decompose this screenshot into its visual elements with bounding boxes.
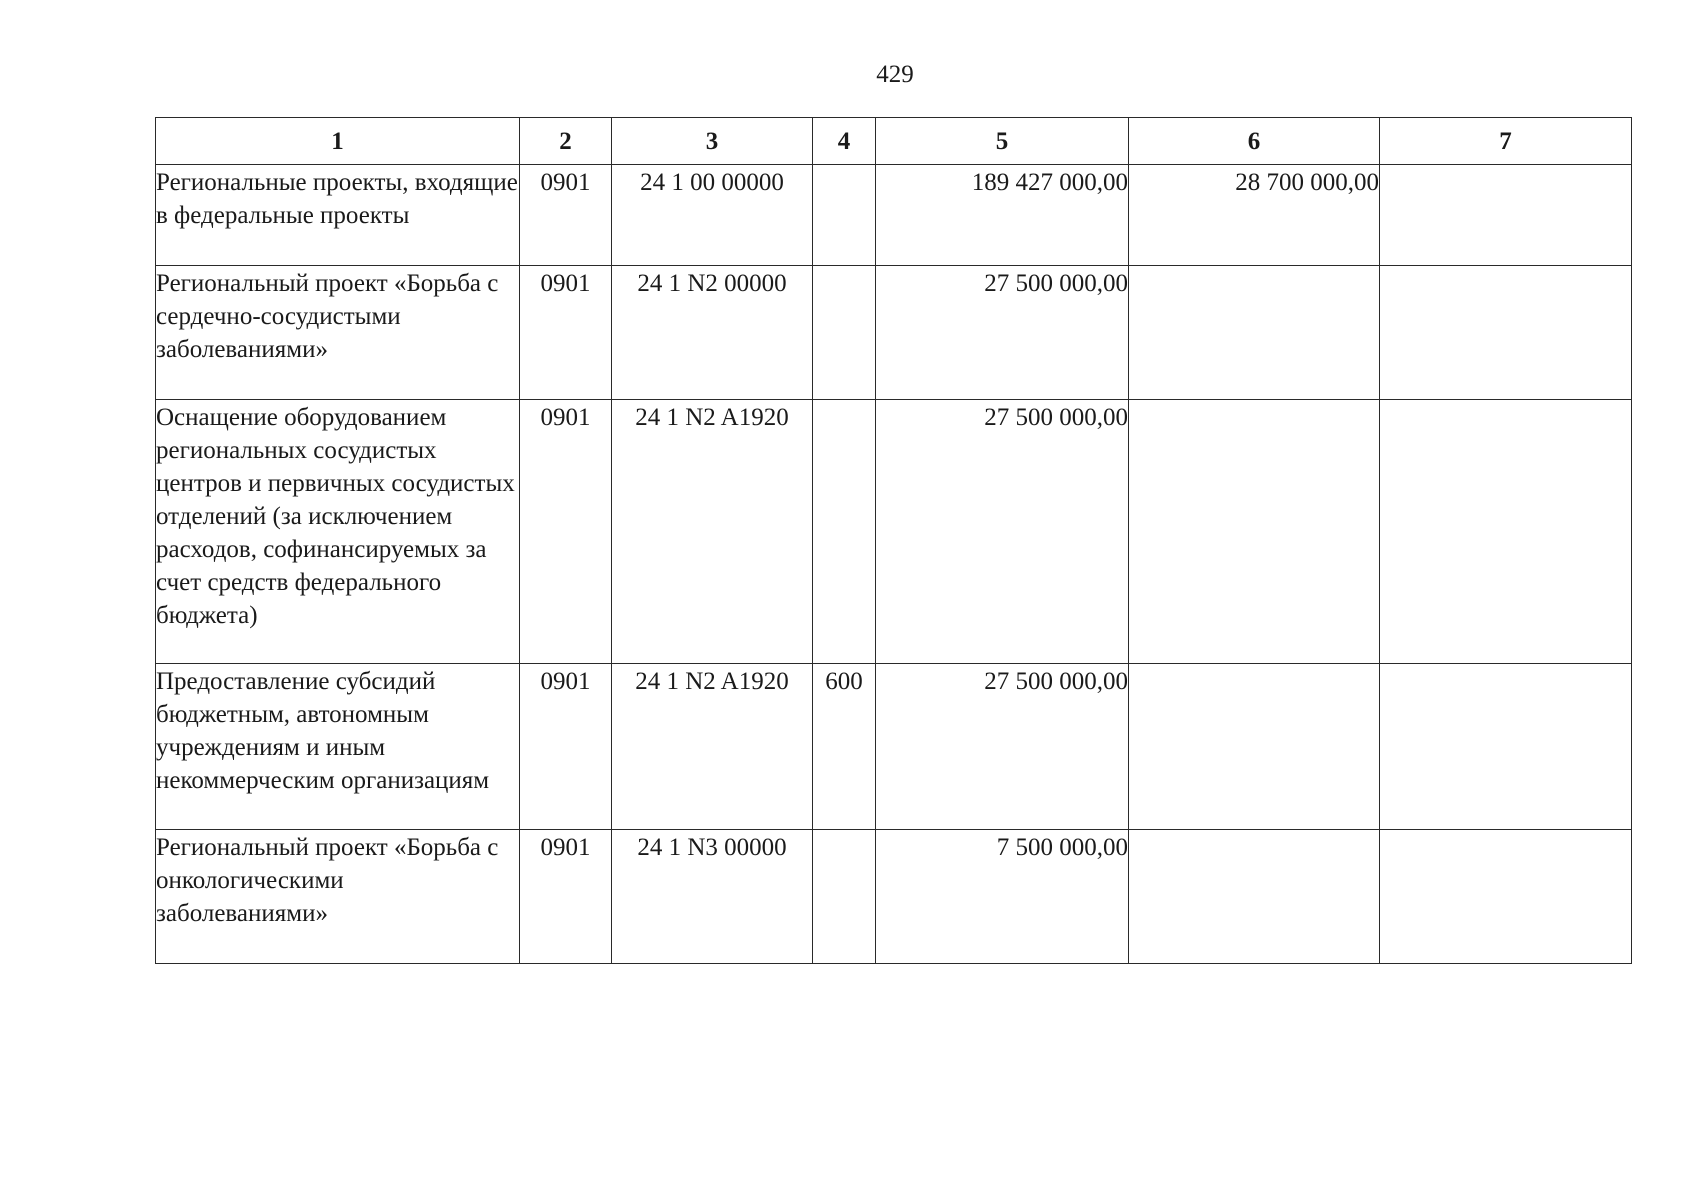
- amount-cell: [1129, 400, 1380, 664]
- section-code-cell: 0901: [520, 664, 612, 830]
- expense-type-cell: 600: [813, 664, 876, 830]
- table-row: [156, 266, 1632, 400]
- amount-cell: [1380, 400, 1632, 664]
- row-name-cell: Оснащение оборудованием региональных сосудистых центров и первичных сосудистых отделений (за исключением расходов, софинансируемых за счет средств федерального бюджета): [156, 400, 520, 664]
- row-name-cell: Региональный проект «Борьба с сердечно-сосудистыми заболеваниями»: [156, 266, 520, 400]
- target-article-cell: 24 1 00 00000: [612, 165, 813, 266]
- target-article-cell: 24 1 N3 00000: [612, 830, 813, 964]
- header-cell: 3: [612, 118, 813, 165]
- row-name-cell: Предоставление субсидий бюджетным, автономным учреждениям и иным некоммерческим организациям: [156, 664, 520, 830]
- amount-cell: [1380, 830, 1632, 964]
- amount-cell: [1380, 664, 1632, 830]
- header-cell: 4: [813, 118, 876, 165]
- amount-cell: 189 427 000,00: [876, 165, 1129, 266]
- amount-cell: 28 700 000,00: [1129, 165, 1380, 266]
- table-row: [156, 165, 1632, 266]
- header-cell: 2: [520, 118, 612, 165]
- table-row: [156, 830, 1632, 964]
- header-cell: 1: [156, 118, 520, 165]
- header-cell: 6: [1129, 118, 1380, 165]
- header-cell: 5: [876, 118, 1129, 165]
- expense-type-cell: [813, 400, 876, 664]
- amount-cell: [1380, 266, 1632, 400]
- budget-table: [155, 117, 1632, 964]
- target-article-cell: 24 1 N2 00000: [612, 266, 813, 400]
- table-row: [156, 400, 1632, 664]
- table-header-row: [156, 118, 1632, 165]
- expense-type-cell: [813, 266, 876, 400]
- section-code-cell: 0901: [520, 400, 612, 664]
- amount-cell: 27 500 000,00: [876, 664, 1129, 830]
- amount-cell: [1129, 664, 1380, 830]
- amount-cell: [1129, 830, 1380, 964]
- header-cell: 7: [1380, 118, 1632, 165]
- section-code-cell: 0901: [520, 830, 612, 964]
- expense-type-cell: [813, 830, 876, 964]
- amount-cell: 7 500 000,00: [876, 830, 1129, 964]
- amount-cell: [1129, 266, 1380, 400]
- row-name-cell: Региональный проект «Борьба с онкологическими заболеваниями»: [156, 830, 520, 964]
- section-code-cell: 0901: [520, 165, 612, 266]
- row-name-cell: Региональные проекты, входящие в федеральные проекты: [156, 165, 520, 266]
- table-row: [156, 664, 1632, 830]
- expense-type-cell: [813, 165, 876, 266]
- amount-cell: 27 500 000,00: [876, 400, 1129, 664]
- section-code-cell: 0901: [520, 266, 612, 400]
- amount-cell: 27 500 000,00: [876, 266, 1129, 400]
- amount-cell: [1380, 165, 1632, 266]
- page-number: 429: [876, 61, 914, 88]
- target-article-cell: 24 1 N2 A1920: [612, 400, 813, 664]
- target-article-cell: 24 1 N2 A1920: [612, 664, 813, 830]
